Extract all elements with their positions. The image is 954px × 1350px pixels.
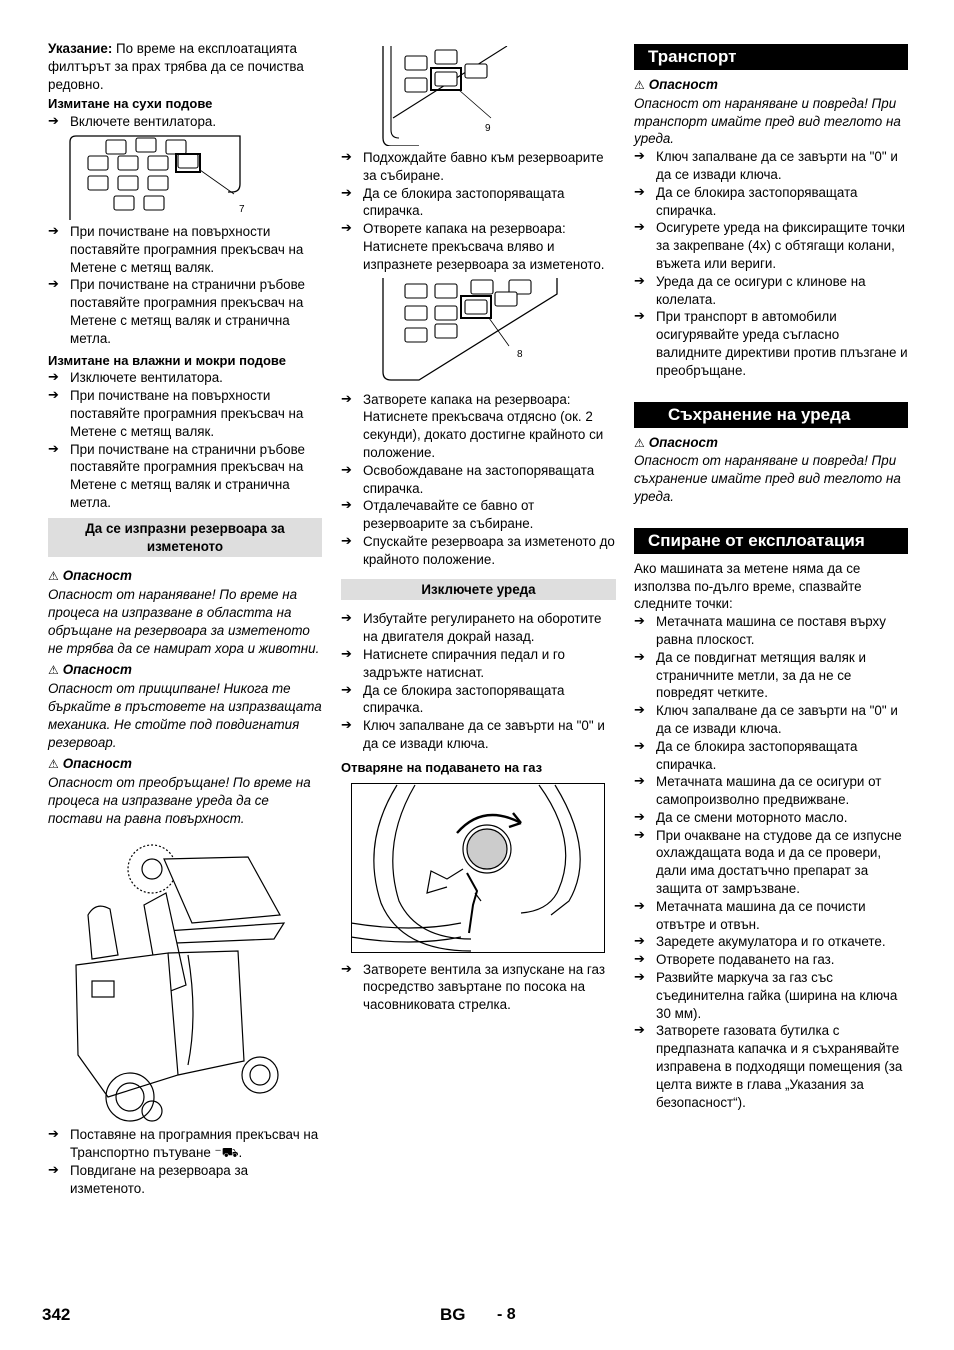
list-item: ➔ Ключ запалване да се завърти на "0" и да се извади ключа.	[341, 717, 616, 753]
list-item: ➔ Метачната машина се поставя върху равна плоскост.	[634, 613, 908, 649]
list-item: ➔ Да се блокира застопоряващата спирачка.	[341, 185, 616, 221]
danger-label: ⚠ Опасност	[634, 434, 718, 450]
danger-text: Опасност от прищипване! Никога те бъркайте в пръстовете на изпразващата механика. Не стойте под повдигнатия резервоар.	[48, 681, 322, 750]
wet-floor-heading: Измитане на влажни и мокри подове	[48, 352, 286, 368]
list-item: ➔ Ключ запалване да се завърти на "0" и да се извади ключа.	[634, 702, 908, 738]
list-item: ➔ Затворете капака на резервоара: Натиснете прекъсвача отдясно (ок. 2 секунди), докато достигне крайното си положение.	[341, 391, 616, 462]
list-item: ➔ Да се блокира застопоряващата спирачка.	[341, 682, 616, 718]
list-item: ➔ Затворете газовата бутилка с предпазната капачка и я съхранявайте изправена в подходящи помещения (за целта вижте в глава „Указания за безопасност“).	[634, 1022, 908, 1111]
list-item: ➔ При почистване на повърхности поставяйте програмния прекъсвач на Метене с метящ валяк.	[48, 223, 322, 276]
switch-off-heading: Изключете уреда	[341, 579, 616, 601]
gas-supply-heading: Отваряне на подаването на газ	[341, 759, 543, 775]
note-paragraph	[48, 40, 322, 93]
empty-hopper-heading: Да се изпразни резервоара за изметеното	[48, 518, 322, 558]
column-3	[634, 40, 908, 1111]
warning-triangle-icon: ⚠	[634, 435, 645, 450]
decommissioning-intro: Ако машината за метене няма да се използва по-дълго време, спазвайте следните точки:	[634, 560, 862, 612]
danger-label: ⚠ Опасност	[48, 756, 132, 772]
danger-label: ⚠ Опасност	[48, 568, 132, 584]
list-item: ➔ Метачната машина да се осигури от самопроизволно предвижване.	[634, 773, 908, 809]
list-item: ➔ Повдигане на резервоара за изметеното.	[48, 1162, 322, 1198]
list-item: ➔ Да се повдигнат метящия валяк и страничните метли, за да не се повредят четките.	[634, 649, 908, 702]
language-code: BG	[440, 1305, 466, 1324]
danger-text: Опасност от преобръщане! По време на процеса на изпразване уреда да се постави на равна повърхност.	[48, 775, 311, 826]
dry-floor-heading: Измитане на сухи подове	[48, 96, 213, 112]
warning-triangle-icon: ⚠	[48, 569, 59, 584]
list-item: ➔ Избутайте регулирането на оборотите на двигателя докрай назад.	[341, 610, 616, 646]
control-panel-figure-7	[48, 134, 248, 220]
warning-triangle-icon: ⚠	[48, 663, 59, 678]
list-item: ➔ Да се смени моторното масло.	[634, 809, 908, 827]
warning-triangle-icon: ⚠	[48, 757, 59, 772]
list-item: ➔ Изключете вентилатора.	[48, 369, 322, 387]
storage-heading: Съхранение на уреда	[634, 402, 908, 428]
gas-valve-figure	[351, 783, 605, 953]
list-item: ➔ Отворете подаването на газ.	[634, 951, 908, 969]
figure-8-label: 8	[517, 349, 523, 360]
list-item: ➔ Ключ запалване да се завърти на "0" и да се извади ключа.	[634, 148, 908, 184]
note-label: Указание:	[48, 41, 113, 56]
list-item: ➔ При почистване на странични ръбове поставяйте програмния прекъсвач на Метене с метящ валяк и странична метла.	[48, 276, 322, 347]
list-item: ➔ Отдалечавайте се бавно от резервоарите за събиране.	[341, 497, 616, 533]
control-panel-figure-9	[379, 46, 579, 146]
list-item: ➔ Поставяне на програмния прекъсвач на Транспортно пътуване ⁻⛟.	[48, 1126, 322, 1162]
column-1	[48, 40, 322, 1198]
list-item: ➔ Освобождаване на застопоряващата спирачка.	[341, 462, 616, 498]
column-2	[341, 40, 616, 1014]
list-item: ➔ Натиснете спирачния педал и го задръжте натиснат.	[341, 646, 616, 682]
danger-label: ⚠ Опасност	[634, 77, 718, 92]
list-item: ➔ Метачната машина да се почисти отвътре и отвън.	[634, 898, 908, 934]
list-item: ➔ Отворете капака на резервоара: Натиснете прекъсвача вляво и изпразнете резервоара за изметеното.	[341, 220, 616, 273]
list-item: ➔ При почистване на странични ръбове поставяйте програмния прекъсвач на Метене с метящ валяк и странична метла.	[48, 441, 322, 512]
sweeper-hopper-lifted-figure	[48, 835, 322, 1123]
figure-9-label: 9	[485, 123, 491, 134]
list-item: ➔ Да се блокира застопоряващата спирачка.	[634, 738, 908, 774]
list-item: ➔ Затворете вентила за изпускане на газ посредство завъртане по посока на часовниковата стрелка.	[341, 961, 616, 1014]
list-item: ➔ Спускайте резервоара за изметеното до крайното положение.	[341, 533, 616, 569]
danger-text: Опасност от нараняване и повреда! При транспорт имайте пред вид теглото на уреда.	[634, 95, 901, 147]
figure-7-label: 7	[239, 204, 245, 215]
note-text: По време на експлоатацията филтърът за прах трябва да се почиства редовно.	[48, 41, 304, 92]
danger-text: Опасност от нараняване и повреда! При съхранение имайте пред вид теглото на уреда.	[634, 453, 901, 504]
list-item: ➔ Включете вентилатора.	[48, 113, 322, 131]
list-item: ➔ Да се блокира застопоряващата спирачка.	[634, 184, 908, 220]
list-item: ➔ Развийте маркуча за газ със съединителна гайка (ширина на ключа 30 мм).	[634, 969, 908, 1022]
page-number: 342	[42, 1305, 71, 1324]
page-sub-number: - 8	[497, 1306, 516, 1323]
danger-text: Опасност от нараняване! По време на процеса на изпразване в областта на обръщане на резервоара за изметеното не трябва да се намират хора и животни.	[48, 587, 320, 656]
transport-heading: Транспорт	[634, 44, 908, 70]
danger-label: ⚠ Опасност	[48, 662, 132, 678]
list-item: ➔ Осигурете уреда на фиксиращите точки за закрепване (4x) с обтягащи колани, въжета или вериги.	[634, 219, 908, 272]
list-item: ➔ Подхождайте бавно към резервоарите за събиране.	[341, 149, 616, 185]
list-item: ➔ При очакване на студове да се изпусне охлаждащата вода и да се провери, дали има достатъчно препарат за защита от замръзване.	[634, 827, 908, 898]
control-panel-figure-8	[379, 278, 579, 388]
list-item: ➔ Заредете акумулатора и го откачете.	[634, 933, 908, 951]
list-item: ➔ При транспорт в автомобили осигурявайте уреда съгласно валидните директиви против плъзгане и преобръщане.	[634, 308, 908, 379]
decommissioning-heading: Спиране от експлоатация	[634, 528, 908, 554]
warning-triangle-icon: ⚠	[634, 78, 645, 92]
list-item: ➔ При почистване на повърхности поставяйте програмния прекъсвач на Метене с метящ валяк.	[48, 387, 322, 440]
list-item: ➔ Уреда да се осигури с клинове на колелата.	[634, 273, 908, 309]
